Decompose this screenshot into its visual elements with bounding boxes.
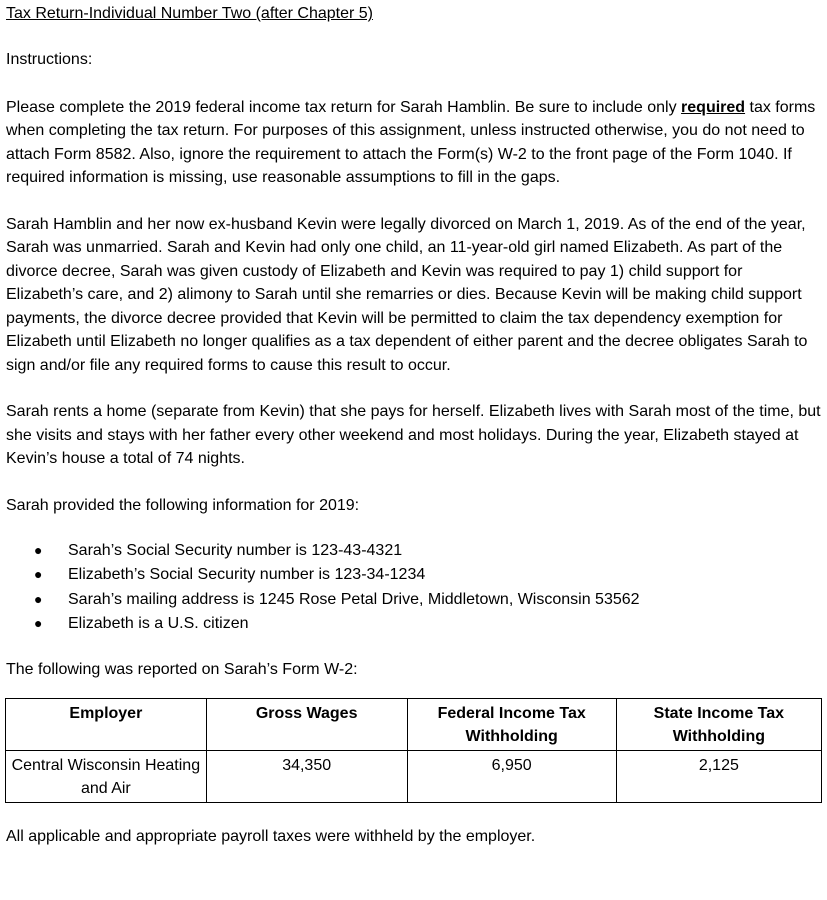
header-federal-withholding: Federal Income Tax Withholding — [407, 698, 616, 750]
cell-gross-wages: 34,350 — [206, 750, 407, 802]
list-item — [6, 588, 822, 612]
paragraph-instructions-start: Please complete the 2019 federal income tax return for Sarah Hamblin. Be sure to include only — [6, 98, 682, 116]
bullet-icon: ● — [34, 542, 43, 558]
paragraph-info-intro: Sarah provided the following information for 2019: — [6, 496, 360, 514]
fact-text: Elizabeth is a U.S. citizen — [68, 614, 249, 632]
fact-text: Sarah’s Social Security number is 123-43-4321 — [68, 542, 403, 559]
list-item — [6, 612, 822, 636]
bullet-icon: ● — [34, 590, 43, 607]
paragraph-divorce: Sarah Hamblin and her now ex-husband Kevin were legally divorced on March 1, 2019. As of the end of the year, Sarah was unmarried. Sarah and Kevin had only one child, an 11-year-old girl named Elizabeth. As part of the divorce decree, Sarah was given custody of Elizabeth and Kevin was required to pay 1) child support for Elizabeth’s care, and 2) alimony to Sarah until she remarries or dies. Because Kevin will be making child support payments, the divorce decree provided that Kevin will be permitted to claim the tax dependency exemption for Elizabeth until Elizabeth no longer qualifies as a tax dependent of either parent and the decree obligates Sarah to sign and/or file any required forms to cause this result to occur. — [6, 215, 808, 374]
bullet-icon: ● — [34, 566, 43, 583]
header-state-withholding: State Income Tax Withholding — [616, 698, 821, 750]
w2-table — [5, 698, 822, 803]
paragraph-residence: Sarah rents a home (separate from Kevin) that she pays for herself. Elizabeth lives with Sarah most of the time, but she visits and stays with her father every other weekend and most holidays. During the year, Elizabeth stayed at Kevin’s house a total of 74 nights. — [6, 403, 821, 467]
header-employer: Employer — [6, 698, 207, 750]
fact-text: Sarah’s mailing address is 1245 Rose Petal Drive, Middletown, Wisconsin 53562 — [68, 590, 640, 608]
cell-federal-withholding: 6,950 — [407, 750, 616, 802]
header-gross-wages: Gross Wages — [206, 698, 407, 750]
table-header-row — [6, 698, 822, 750]
fact-text: Elizabeth’s Social Security number is 123-34-1234 — [68, 566, 426, 584]
document-page — [6, 2, 822, 848]
list-item — [6, 539, 822, 563]
document-title: Tax Return-Individual Number Two (after Chapter 5) — [6, 5, 373, 22]
cell-employer: Central Wisconsin Heating and Air — [6, 750, 207, 802]
cell-state-withholding: 2,125 — [616, 750, 821, 802]
paragraph-instructions — [6, 96, 822, 190]
paragraph-payroll-note: All applicable and appropriate payroll taxes were withheld by the employer. — [6, 827, 536, 845]
instructions-label: Instructions: — [6, 51, 93, 68]
list-item — [6, 563, 822, 587]
paragraph-w2-intro: The following was reported on Sarah’s Form W-2: — [6, 661, 358, 679]
required-emphasis: required — [681, 98, 746, 116]
table-row — [6, 750, 822, 802]
paragraph-instructions-end: tax forms when completing the tax return. For purposes of this assignment, unless instructed otherwise, you do not need to attach Form 8582. Also, ignore the requirement to attach the Form(s) W-2 to the front page of the Form 1040. If required information is missing, use reasonable assumptions to fill in the gaps. — [6, 98, 816, 186]
facts-list — [6, 539, 822, 636]
bullet-icon: ● — [34, 614, 43, 631]
